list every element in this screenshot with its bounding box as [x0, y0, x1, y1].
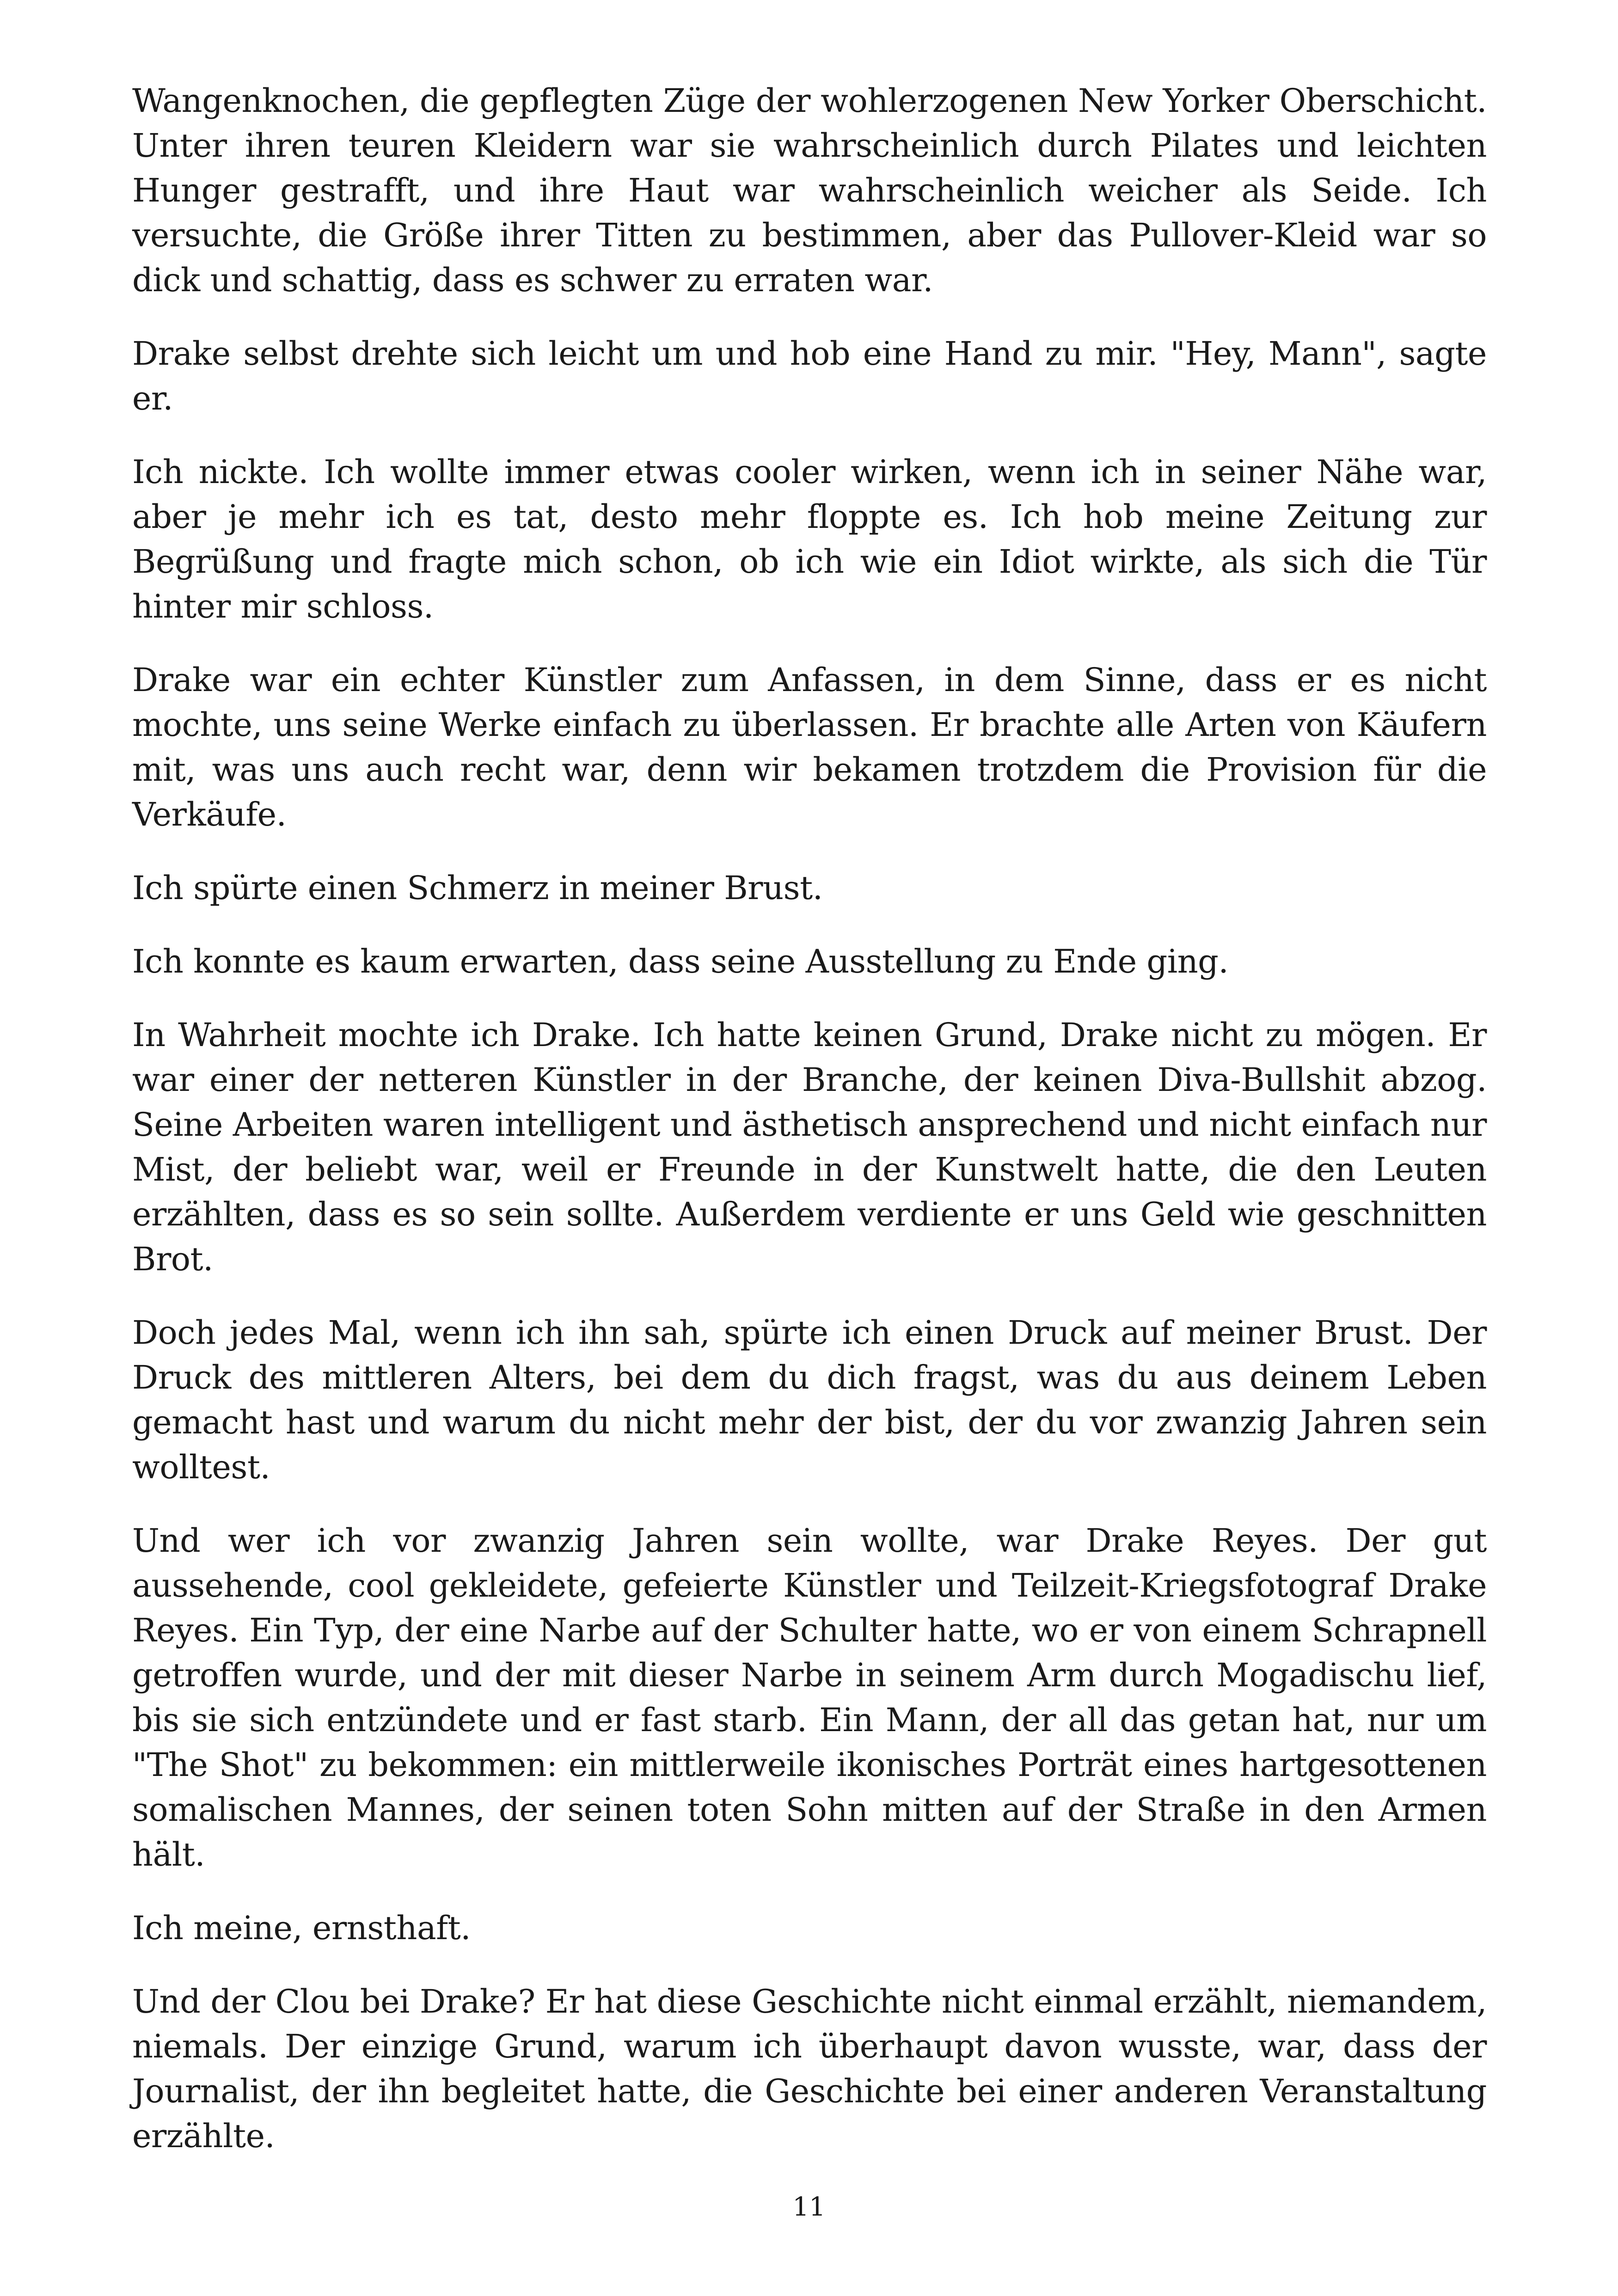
paragraph: Ich nickte. Ich wollte immer etwas cooler wirken, wenn ich in seiner Nähe war, aber je mehr ich es tat, desto mehr floppte es. Ich hob meine Zeitung zur Begrüßung und fragte mich schon, ob ich wie ein Idiot wirkte, als sich die Tür hinter mir schloss.	[132, 453, 1487, 625]
paragraph: In Wahrheit mochte ich Drake. Ich hatte keinen Grund, Drake nicht zu mögen. Er war einer der netteren Künstler in der Branche, der keinen Diva-Bullshit abzog. Seine Arbeiten waren intelligent und ästhetisch ansprechend und nicht einfach nur Mist, der beliebt war, weil er Freunde in der Kunstwelt hatte, die den Leuten erzählten, dass es so sein sollte. Außerdem verdiente er uns Geld wie geschnitten Brot.	[132, 1016, 1487, 1278]
page-body	[132, 79, 1487, 2187]
paragraph: Drake selbst drehte sich leicht um und hob eine Hand zu mir. "Hey, Mann", sagte er.	[132, 335, 1487, 417]
paragraph: Wangenknochen, die gepflegten Züge der wohlerzogenen New Yorker Oberschicht. Unter ihren teuren Kleidern war sie wahrscheinlich durch Pilates und leichten Hunger gestrafft, und ihre Haut war wahrscheinlich weicher als Seide. Ich versuchte, die Größe ihrer Titten zu bestimmen, aber das Pullover-Kleid war so dick und schattig, dass es schwer zu erraten war.	[132, 82, 1487, 299]
paragraph: Und wer ich vor zwanzig Jahren sein wollte, war Drake Reyes. Der gut aussehende, cool gekleidete, gefeierte Künstler und Teilzeit-Kriegsfotograf Drake Reyes. Ein Typ, der eine Narbe auf der Schulter hatte, wo er von einem Schrapnell getroffen wurde, und der mit dieser Narbe in seinem Arm durch Mogadischu lief, bis sie sich entzündete und er fast starb. Ein Mann, der all das getan hat, nur um "The Shot" zu bekommen: ein mittlerweile ikonisches Porträt eines hartgesottenen somalischen Mannes, der seinen toten Sohn mitten auf der Straße in den Armen hält.	[132, 1522, 1487, 1874]
page-number: 11	[792, 2192, 826, 2222]
paragraph: Ich konnte es kaum erwarten, dass seine Ausstellung zu Ende ging.	[132, 943, 1229, 980]
paragraph: Drake war ein echter Künstler zum Anfassen, in dem Sinne, dass er es nicht mochte, uns seine Werke einfach zu überlassen. Er brachte alle Arten von Käufern mit, was uns auch recht war, denn wir bekamen trotzdem die Provision für die Verkäufe.	[132, 661, 1487, 833]
paragraph: Ich meine, ernsthaft.	[132, 1909, 471, 1947]
paragraph: Ich spürte einen Schmerz in meiner Brust.	[132, 869, 823, 907]
paragraph: Doch jedes Mal, wenn ich ihn sah, spürte ich einen Druck auf meiner Brust. Der Druck des mittleren Alters, bei dem du dich fragst, was du aus deinem Leben gemacht hast und warum du nicht mehr der bist, der du vor zwanzig Jahren sein wolltest.	[132, 1314, 1487, 1486]
paragraph: Und der Clou bei Drake? Er hat diese Geschichte nicht einmal erzählt, niemandem, niemals. Der einzige Grund, warum ich überhaupt davon wusste, war, dass der Journalist, der ihn begleitet hatte, die Geschichte bei einer anderen Veranstaltung erzählte.	[132, 1983, 1487, 2155]
